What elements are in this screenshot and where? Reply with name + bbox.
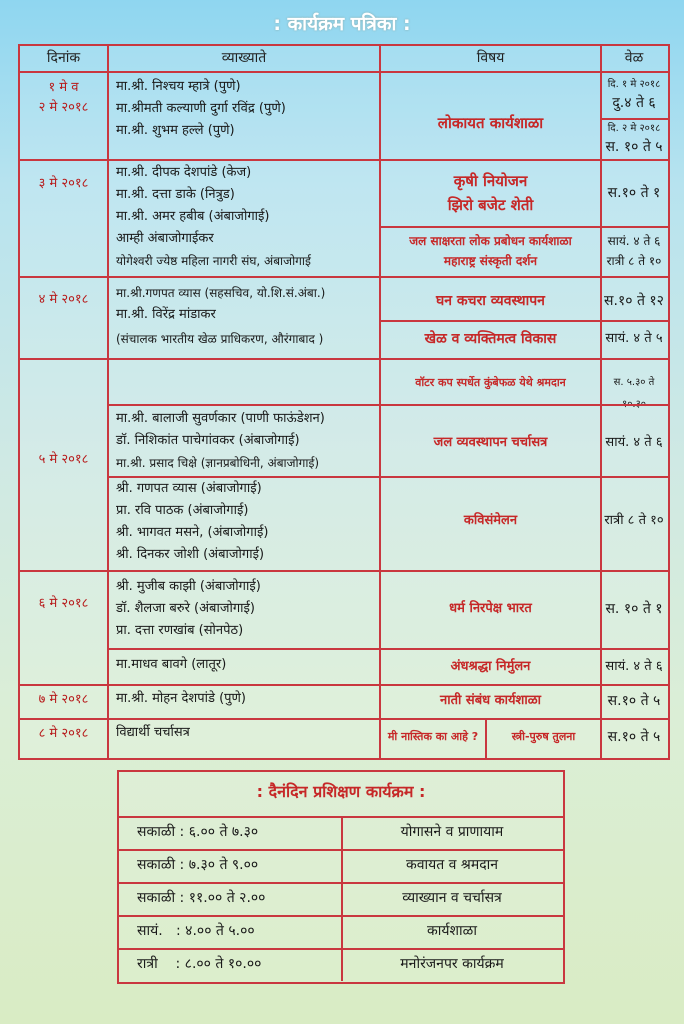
daily-time: सकाळी : ११.०० ते २.०० bbox=[137, 890, 266, 906]
daily-schedule bbox=[117, 770, 565, 984]
topic-cell: वॉटर कप स्पर्धेत कुंबेफळ येथे श्रमदान bbox=[415, 376, 566, 389]
topic-cell: कविसंमेलन bbox=[463, 513, 518, 528]
speaker: श्री. मुजीब काझी (अंबाजोगाई) bbox=[116, 579, 261, 594]
time-cell: स. १० ते १ bbox=[605, 601, 663, 617]
col-divider bbox=[107, 46, 109, 758]
row-divider bbox=[600, 118, 668, 120]
topic-cell: नाती संबंध कार्यशाळा bbox=[440, 693, 541, 708]
daily-row bbox=[119, 816, 563, 849]
row-divider bbox=[20, 276, 668, 278]
daily-time: रात्री : ८.०० ते १०.०० bbox=[137, 956, 262, 972]
time-cell: सायं. ४ ते ५ bbox=[605, 331, 663, 346]
time-cell: स.१० ते ५ bbox=[607, 729, 661, 745]
daily-row bbox=[119, 849, 563, 882]
topic-cell: कृषी नियोजन bbox=[453, 172, 528, 190]
date-cell: १ मे व bbox=[48, 80, 79, 95]
speaker: आम्ही अंबाजोगाईकर bbox=[116, 231, 214, 246]
daily-row bbox=[119, 882, 563, 915]
speaker: योगेश्वरी ज्येष्ठ महिला नागरी संघ, अंबाजोगाई bbox=[116, 254, 311, 268]
speaker: मा.श्री. दत्ता डाके (नित्रुड) bbox=[116, 187, 235, 202]
speaker: मा.श्री. दीपक देशपांडे (केज) bbox=[116, 165, 252, 180]
topic-cell: लोकायत कार्यशाळा bbox=[437, 114, 544, 132]
daily-title: : दैनंदिन प्रशिक्षण कार्यक्रम : bbox=[256, 782, 426, 801]
time-cell: दु.४ ते ६ bbox=[612, 95, 656, 111]
daily-row bbox=[119, 915, 563, 948]
date-cell: २ मे २०१८ bbox=[38, 100, 89, 115]
header-speakers: व्याख्याते bbox=[221, 50, 267, 66]
topic-cell: धर्म निरपेक्ष भारत bbox=[449, 601, 532, 616]
col-divider bbox=[379, 46, 381, 758]
time-cell: स. ५.३० ते १०.३० bbox=[613, 377, 655, 410]
row-divider bbox=[379, 320, 668, 322]
daily-activity: व्याख्यान व चर्चासत्र bbox=[402, 890, 502, 906]
speaker: मा.श्री. मोहन देशपांडे (पुणे) bbox=[116, 691, 247, 706]
speaker: प्रा. दत्ता रणखांब (सोनपेठ) bbox=[116, 623, 244, 638]
topic-cell: अंधश्रद्धा निर्मुलन bbox=[450, 659, 531, 674]
row-divider bbox=[20, 159, 668, 161]
schedule-table bbox=[18, 44, 670, 760]
daily-activity: कार्यशाळा bbox=[427, 923, 477, 939]
time-cell: स.१० ते ५ bbox=[607, 693, 661, 709]
row-divider bbox=[107, 648, 668, 650]
speaker: श्री. गणपत व्यास (अंबाजोगाई) bbox=[116, 481, 262, 496]
speaker: डॉ. निशिकांत पाचेगांवकर (अंबाजोगाई) bbox=[116, 433, 300, 448]
speaker: प्रा. रवि पाठक (अंबाजोगाई) bbox=[116, 503, 249, 518]
speaker: (संचालक भारतीय खेळ प्राधिकरण, औरंगाबाद ) bbox=[116, 332, 324, 346]
daily-activity: योगासने व प्राणायाम bbox=[400, 824, 504, 840]
time-cell: सायं. ४ ते ६ bbox=[605, 435, 663, 450]
header-date: दिनांक bbox=[46, 50, 81, 66]
time-label: दि. १ मे २०१८ bbox=[607, 79, 661, 90]
speaker: मा.श्री. शुभम हल्ले (पुणे) bbox=[116, 123, 235, 138]
row-divider bbox=[20, 570, 668, 572]
date-cell: ३ मे २०१८ bbox=[38, 176, 89, 191]
row-divider bbox=[20, 718, 668, 720]
topic-cell: झिरो बजेट शेती bbox=[447, 196, 534, 214]
time-cell: स.१० ते १२ bbox=[604, 293, 664, 309]
row-divider bbox=[107, 404, 668, 406]
date-cell: ६ मे २०१८ bbox=[38, 596, 89, 611]
topic-cell: मी नास्तिक का आहे ? bbox=[387, 730, 479, 743]
row-divider bbox=[20, 684, 668, 686]
speaker: मा.श्री. निश्चय म्हात्रे (पुणे) bbox=[116, 79, 241, 94]
daily-activity: कवायत व श्रमदान bbox=[405, 857, 499, 873]
topic-cell: स्त्री-पुरुष तुलना bbox=[511, 730, 576, 743]
date-cell: ४ मे २०१८ bbox=[38, 292, 89, 307]
daily-time: सकाळी : ७.३० ते ९.०० bbox=[137, 857, 259, 873]
topic-cell: जल साक्षरता लोक प्रबोधन कार्यशाळा bbox=[409, 234, 572, 248]
speaker: श्री. दिनकर जोशी (अंबाजोगाई) bbox=[116, 547, 265, 562]
topic-cell: खेळ व व्यक्तिमत्व विकास bbox=[424, 331, 557, 347]
daily-time: सकाळी : ६.०० ते ७.३० bbox=[137, 824, 259, 840]
page-title: : कार्यक्रम पत्रिका : bbox=[273, 13, 411, 35]
date-cell: ५ मे २०१८ bbox=[38, 452, 89, 467]
daily-row bbox=[119, 948, 563, 981]
date-cell: ७ मे २०१८ bbox=[38, 692, 89, 707]
speaker: मा.श्री. बालाजी सुवर्णकार (पाणी फाऊंडेशन) bbox=[116, 411, 325, 426]
daily-activity: मनोरंजनपर कार्यक्रम bbox=[400, 956, 504, 972]
row-divider bbox=[20, 358, 668, 360]
topic-cell: घन कचरा व्यवस्थापन bbox=[436, 293, 545, 309]
speaker: मा.श्री. अमर हबीब (अंबाजोगाई) bbox=[116, 209, 270, 224]
time-cell: स.१० ते १ bbox=[607, 185, 661, 201]
date-cell: ८ मे २०१८ bbox=[38, 726, 89, 741]
topic-cell: महाराष्ट्र संस्कृती दर्शन bbox=[443, 254, 538, 268]
daily-time: सायं. : ४.०० ते ५.०० bbox=[137, 923, 255, 939]
speaker: मा.श्रीमती कल्याणी दुर्गा रविंद्र (पुणे) bbox=[116, 101, 286, 116]
time-cell: स. १० ते ५ bbox=[605, 139, 663, 155]
row-divider bbox=[20, 71, 668, 73]
time-cell: रात्री ८ ते १० bbox=[606, 254, 662, 268]
time-label: दि. २ मे २०१८ bbox=[607, 123, 661, 134]
speaker: डॉ. शैलजा बरुरे (अंबाजोगाई) bbox=[116, 601, 255, 616]
speaker: मा.श्री.गणपत व्यास (सहसचिव, यो.शि.सं.अंबा.) bbox=[116, 286, 326, 300]
speaker: मा.श्री. विरेंद्र मांडाकर bbox=[116, 307, 216, 322]
time-cell: रात्री ८ ते १० bbox=[604, 513, 664, 528]
speaker: श्री. भागवत मसने, (अंबाजोगाई) bbox=[116, 525, 269, 540]
header-time: वेळ bbox=[624, 50, 644, 66]
time-cell: सायं. ४ ते ६ bbox=[605, 659, 663, 674]
time-cell: सायं. ४ ते ६ bbox=[607, 234, 661, 248]
header-topic: विषय bbox=[476, 50, 505, 66]
speaker: विद्यार्थी चर्चासत्र bbox=[116, 725, 190, 740]
row-divider bbox=[379, 226, 668, 228]
speaker: मा.श्री. प्रसाद चिक्षे (ज्ञानप्रबोधिनी, अंबाजोगाई) bbox=[116, 456, 320, 470]
speaker: मा.माधव बावगे (लातूर) bbox=[116, 657, 227, 672]
topic-cell: जल व्यवस्थापन चर्चासत्र bbox=[433, 435, 548, 450]
